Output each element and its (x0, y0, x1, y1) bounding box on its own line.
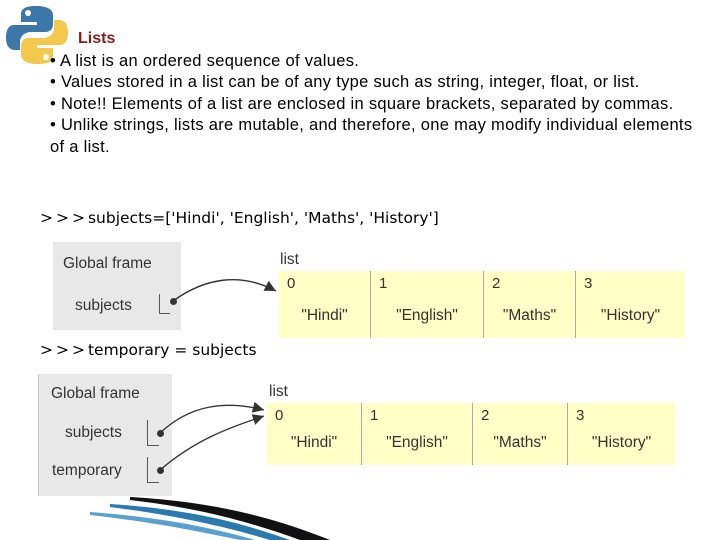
list-object-label: list (269, 383, 288, 400)
list-value: "Hindi" (301, 307, 348, 324)
bullet-item: • Note!! Elements of a list are enclosed in square brackets, separated by commas. (50, 94, 674, 113)
bullet-item: • Unlike strings, lists are mutable, and therefore, one may modify individual elements of a list. (50, 116, 693, 156)
list-value: "Hindi" (290, 434, 338, 451)
bullet-item: • A list is an ordered sequence of values. (50, 52, 360, 70)
variable-name: subjects (65, 424, 122, 441)
prompt: >>> (40, 341, 88, 359)
prompt: >>> (40, 209, 88, 227)
list-index: 0 (275, 407, 284, 424)
list-index: 1 (379, 275, 388, 292)
pointer-arrow (160, 405, 264, 433)
bullet-item: • Values stored in a list can be of any type such as string, integer, float, or list. (50, 73, 640, 92)
list-index: 0 (287, 275, 296, 292)
list-index: 3 (584, 275, 593, 292)
variable-name: subjects (75, 297, 132, 314)
code: temporary = subjects (87, 341, 257, 359)
slide-title: Lists (78, 30, 116, 47)
list-value: "English" (396, 307, 458, 324)
pointer-arrow (160, 416, 264, 470)
list-value: "Maths" (502, 307, 557, 324)
pointer-arrow (173, 280, 276, 301)
list-value: "English" (386, 434, 448, 451)
list-index: 2 (492, 275, 501, 292)
list-index: 2 (481, 407, 490, 424)
list-value: "History" (600, 307, 661, 324)
list-value: "Maths" (493, 434, 547, 451)
list-index: 1 (370, 407, 379, 424)
decorative-stripes (0, 490, 720, 540)
variable-name: temporary (52, 462, 122, 479)
code: subjects=['Hindi', 'English', 'Maths', 'History'] (87, 209, 439, 227)
list-object-label: list (280, 251, 299, 268)
list-value: "History" (591, 434, 652, 451)
list-index: 3 (576, 407, 585, 424)
frame-title: Global frame (51, 385, 140, 402)
frame-title: Global frame (63, 255, 152, 272)
